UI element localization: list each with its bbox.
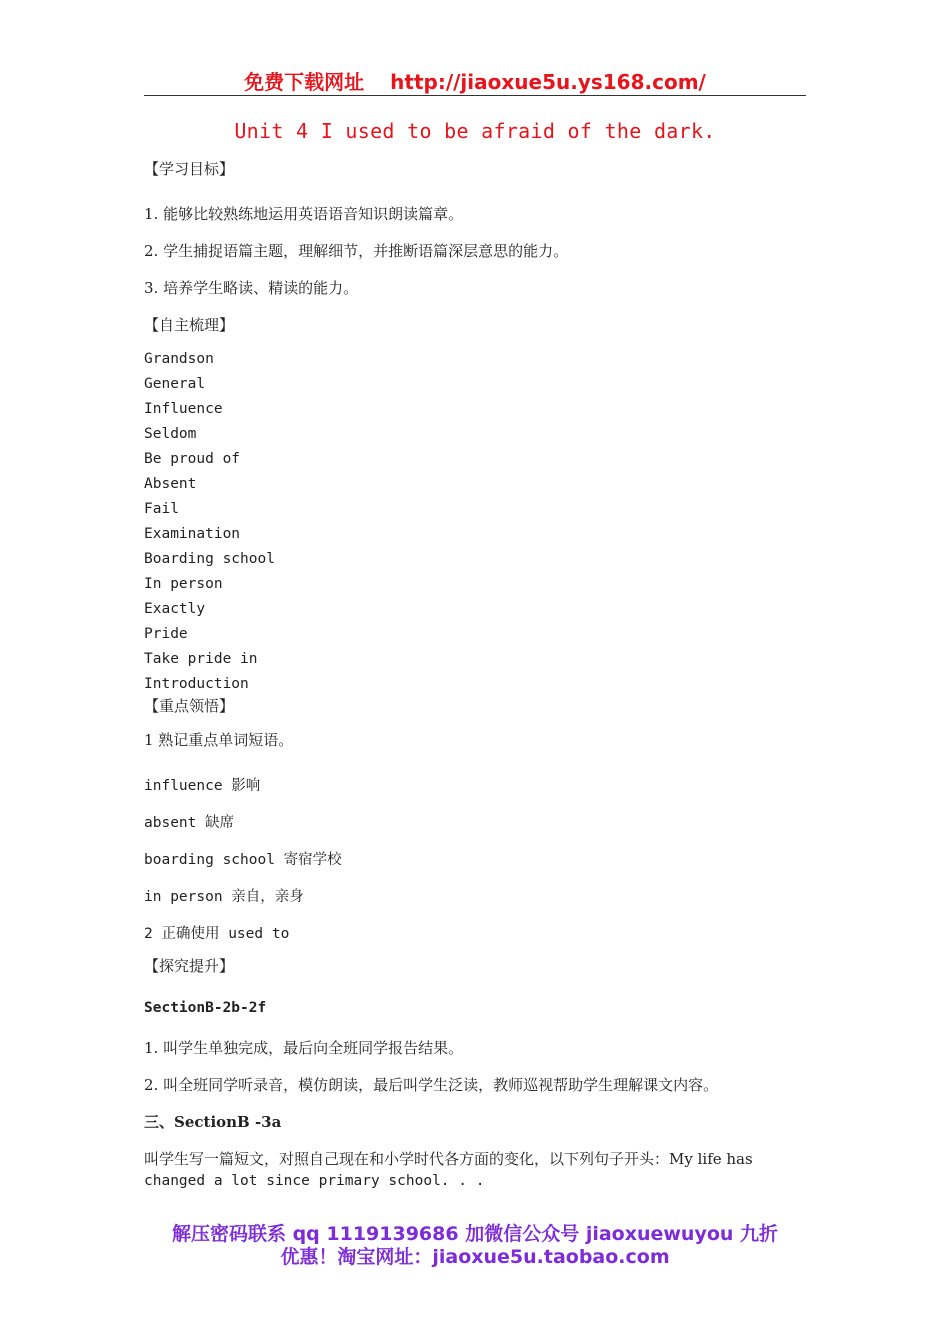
goal-item: 1. 能够比较熟练地运用英语语音知识朗读篇章。 <box>144 205 464 223</box>
goal-item: 2. 学生捕捉语篇主题，理解细节，并推断语篇深层意思的能力。 <box>144 242 569 260</box>
writing-task-line: changed a lot since primary school. . . <box>144 1173 485 1189</box>
vocab-item: Be proud of <box>144 451 241 467</box>
key-points-heading: 【重点领悟】 <box>144 697 235 715</box>
vocab-item: Seldom <box>144 426 197 442</box>
goal-item: 3. 培养学生略读、精读的能力。 <box>144 279 359 297</box>
header-label: 免费下载网址 <box>244 70 365 94</box>
writing-task-line: 叫学生写一篇短文，对照自己现在和小学时代各方面的变化，以下列句子开头：My life has <box>144 1150 753 1168</box>
vocab-item: Influence <box>144 401 223 417</box>
vocab-item: Take pride in <box>144 651 258 667</box>
vocab-item: Grandson <box>144 351 214 367</box>
vocab-list <box>144 347 275 697</box>
step-item: 2. 叫全班同学听录音，模仿朗读，最后叫学生泛读，教师巡视帮助学生理解课文内容。 <box>144 1076 719 1094</box>
vocab-item: Fail <box>144 501 179 517</box>
key-term: influence 影响 <box>144 778 261 794</box>
footer-contact-line: 解压密码联系 qq 1119139686 加微信公众号 jiaoxuewuyou 九折 <box>171 1223 779 1245</box>
key-term: boarding school 寄宿学校 <box>144 852 342 868</box>
document-title: Unit 4 I used to be afraid of the dark. <box>234 119 716 143</box>
explore-heading: 【探究提升】 <box>144 957 235 975</box>
vocab-item: Pride <box>144 626 188 642</box>
vocab-item: Introduction <box>144 676 249 692</box>
vocab-item: Absent <box>144 476 197 492</box>
vocab-item: Exactly <box>144 601 206 617</box>
section-b-2b-2f: SectionB-2b-2f <box>144 1000 267 1016</box>
goals-heading: 【学习目标】 <box>144 160 235 178</box>
vocab-item: In person <box>144 576 223 592</box>
header-url-link[interactable]: http://jiaoxue5u.ys168.com/ <box>390 70 706 94</box>
key-term: absent 缺席 <box>144 815 235 831</box>
page-header <box>144 66 806 94</box>
footer-shop-line: 优惠！淘宝网址：jiaoxue5u.taobao.com <box>280 1246 670 1268</box>
header-divider <box>144 95 806 96</box>
vocab-item: Examination <box>144 526 241 542</box>
used-to-line: 2 正确使用 used to <box>144 926 290 942</box>
step-item: 1. 叫学生单独完成，最后向全班同学报告结果。 <box>144 1039 464 1057</box>
key-points-intro: 1 熟记重点单词短语。 <box>144 731 294 749</box>
vocab-item: General <box>144 376 206 392</box>
key-term: in person 亲自，亲身 <box>144 889 304 905</box>
section-b-3a: 三、SectionB -3a <box>144 1113 282 1131</box>
vocab-item: Boarding school <box>144 551 275 567</box>
self-study-heading: 【自主梳理】 <box>144 316 235 334</box>
